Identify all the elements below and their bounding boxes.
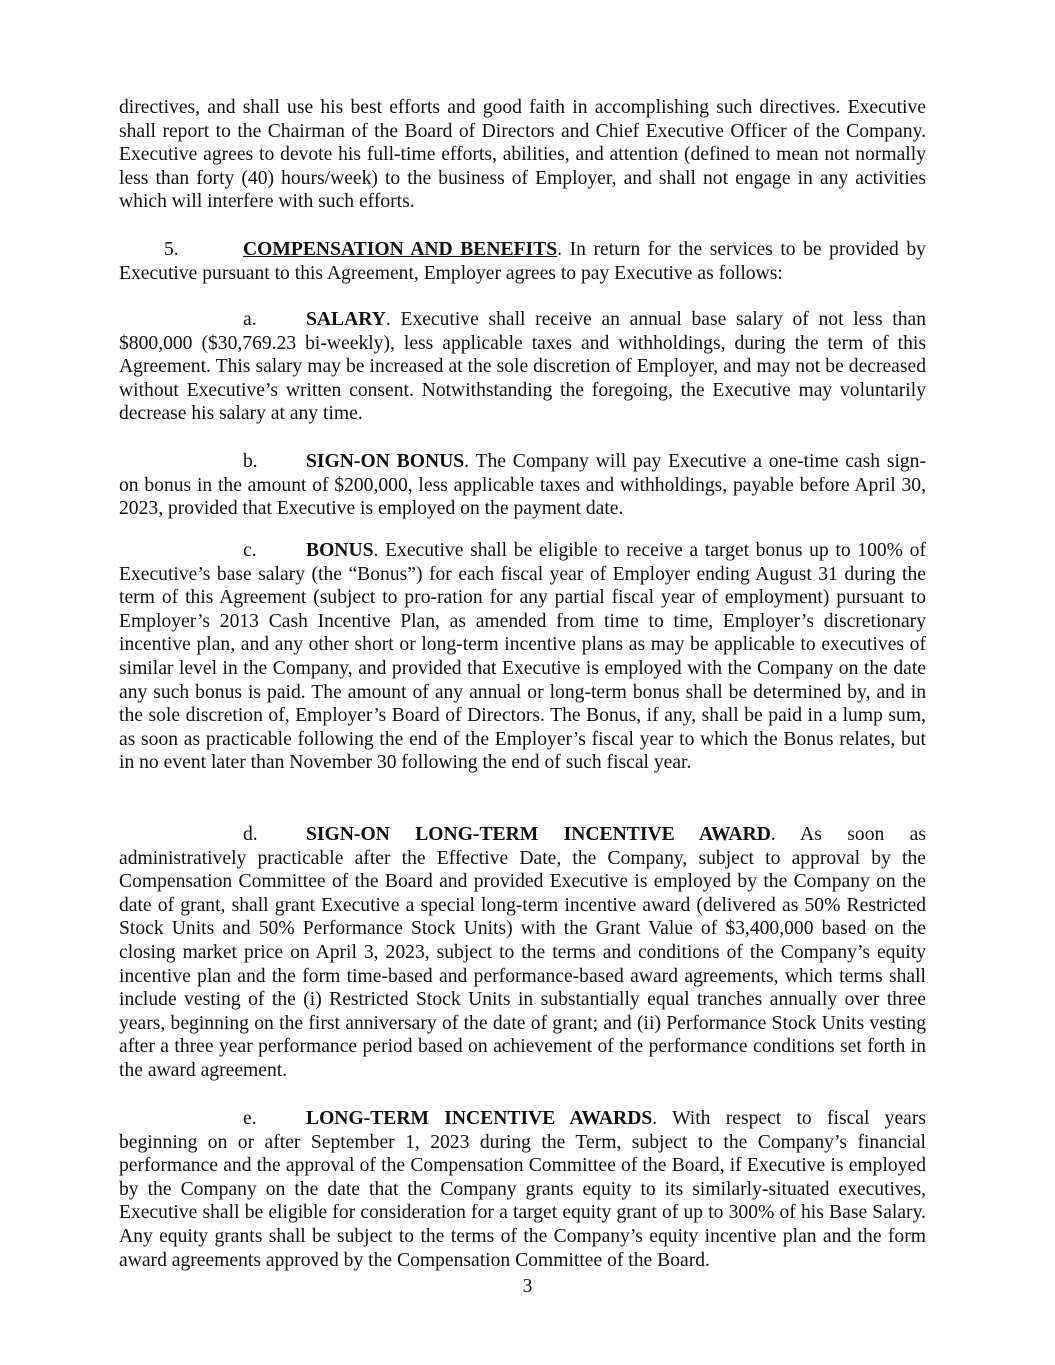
clause-heading: SIGN-ON BONUS (306, 451, 465, 472)
clause-heading: BONUS (306, 540, 374, 561)
clause-heading: LONG-TERM INCENTIVE AWARDS (306, 1108, 653, 1129)
clause-e-paragraph (119, 1107, 926, 1272)
clause-d-paragraph (119, 823, 926, 1083)
clause-body: . As soon as administratively practicable after the Effective Date, the Company, subject to approval by the Compensation Committee of the Board and provided Executive is employed by the Company on the date of grant, shall grant Executive a special long-term incentive award (delivered as 50% Restricted Stock Units and 50% Performance Stock Units) with the Grant Value of $3,400,000 based on the closing market price on April 3, 2023, subject to the terms and conditions of the Company’s equity incentive plan and the form time-based and performance-based award agreements, which terms shall include vesting of the (i) Restricted Stock Units in substantially equal tranches annually over three years, beginning on the first anniversary of the date of grant; and (ii) Performance Stock Units vesting after a three year performance period based on achievement of the performance conditions set forth in the award agreement. (119, 824, 927, 1081)
section-body: . In return for the services to be provided by Executive pursuant to this Agreement, Employer agrees to pay Executive as follows: (119, 239, 926, 284)
page-number: 3 (522, 1276, 533, 1297)
section-number: 5. (164, 239, 179, 260)
clause-body: . With respect to fiscal years beginning on or after September 1, 2023 during the Term, subject to the Company’s financial performance and the approval of the Compensation Committee of the Board, if Executive is employed by the Company on the date that the Company grants equity to its similarly-situated executives, Executive shall be eligible for consideration for a target equity grant of up to 300% of his Base Salary. Any equity grants shall be subject to the terms of the Company’s equity incentive plan and the form award agreements approved by the Compensation Committee of the Board. (119, 1108, 927, 1271)
clause-letter: d. (243, 824, 258, 845)
intro-paragraph (119, 96, 926, 214)
intro-text: directives, and shall use his best efforts and good faith in accomplishing such directives. Executive shall report to the Chairman of the Board of Directors and Chief Executive Officer of the Company. Executive agrees to devote his full-time efforts, abilities, and attention (defined to mean not normally less than forty (40) hours/week) to the business of Employer, and shall not engage in any activities which will interfere with such efforts. (119, 97, 926, 213)
clause-body: . Executive shall be eligible to receive a target bonus up to 100% of Executive’s base salary (the “Bonus”) for each fiscal year of Employer ending August 31 during the term of this Agreement (subject to pro-ration for any partial fiscal year of employment) pursuant to Employer’s 2013 Cash Incentive Plan, as amended from time to time, Employer’s discretionary incentive plan, and any other short or long-term incentive plans as may be applicable to executives of similar level in the Company, and provided that Executive is employed with the Company on the date any such bonus is paid. The amount of any annual or long-term bonus shall be determined by, and in the sole discretion of, Employer’s Board of Directors. The Bonus, if any, shall be paid in a lump sum, as soon as practicable following the end of the Employer’s fiscal year to which the Bonus relates, but in no event later than November 30 following the end of such fiscal year. (119, 540, 926, 774)
clause-b-paragraph (119, 450, 926, 521)
clause-letter: c. (243, 540, 257, 561)
section-5-paragraph (119, 238, 926, 285)
clause-body: . Executive shall receive an annual base salary of not less than $800,000 ($30,769.23 bi-weekly), less applicable taxes and withholdings, during the term of this Agreement. This salary may be increased at the sole discretion of Employer, and may not be decreased without Executive’s written consent. Notwithstanding the foregoing, the Executive may voluntarily decrease his salary at any time. (119, 309, 926, 425)
clause-letter: e. (243, 1108, 257, 1129)
clause-letter: a. (243, 309, 257, 330)
clause-heading: SALARY (306, 309, 386, 330)
clause-heading: SIGN-ON LONG-TERM INCENTIVE AWARD (306, 824, 771, 845)
clause-body: . The Company will pay Executive a one-time cash sign-on bonus in the amount of $200,000, less applicable taxes and withholdings, payable before April 30, 2023, provided that Executive is employed on the payment date. (119, 451, 927, 520)
clause-a-paragraph (119, 308, 926, 426)
section-heading: COMPENSATION AND BENEFITS (243, 239, 558, 260)
clause-c-paragraph (119, 539, 926, 775)
clause-letter: b. (243, 451, 258, 472)
